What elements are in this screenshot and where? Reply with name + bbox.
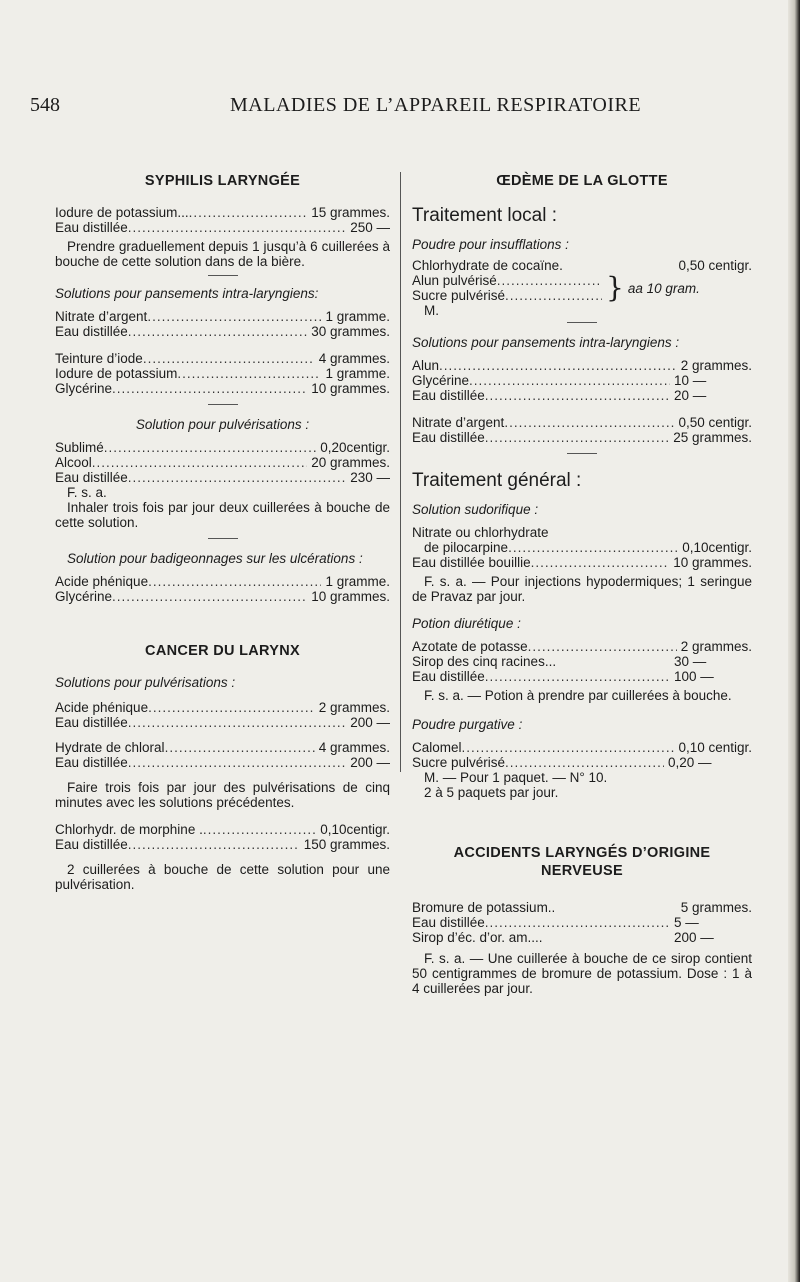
section-title-cancer: CANCER DU LARYNX bbox=[145, 643, 300, 659]
recipe-line: Eau distillée ..... 20 — bbox=[412, 388, 752, 403]
recipe-line: de pilocarpine ..... 0,10centigr. bbox=[412, 540, 752, 555]
instruction-text: F. s. a. — Potion à prendre par cuillerées à bouche. bbox=[424, 688, 732, 703]
recipe-line: Eau distillée ..... 5 — bbox=[412, 915, 752, 930]
recipe-line: Nitrate d’argent ..... 1 gramme. bbox=[55, 309, 390, 324]
recipe-line: Sucre pulvérisé ..... 0,20 — bbox=[412, 755, 752, 770]
recipe-line: Sirop des cinq racines... 30 — bbox=[412, 654, 707, 669]
misce-line: M. bbox=[424, 303, 439, 318]
heading-general: Traitement général : bbox=[412, 470, 582, 491]
subheading: Potion diurétique : bbox=[412, 616, 521, 631]
recipe-line: Acide phénique ..... 1 gramme. bbox=[55, 574, 390, 589]
recipe-line: Sucre pulvérisé ..... bbox=[412, 288, 602, 303]
section-title-oedeme: ŒDÈME DE LA GLOTTE bbox=[496, 173, 668, 189]
recipe-line: Eau distillée ..... 250 — bbox=[55, 220, 390, 235]
recipe-line: Calomel ..... 0,10 centigr. bbox=[412, 740, 752, 755]
recipe-line: Hydrate de chloral ..... 4 grammes. bbox=[55, 740, 390, 755]
recipe-line: Eau distillée ..... 200 — bbox=[55, 715, 390, 730]
recipe-line: Chlorhydrate de cocaïne. 0,50 centigr. bbox=[412, 258, 752, 273]
subheading: Solutions pour pulvérisations : bbox=[55, 675, 236, 690]
recipe-line: Eau distillée ..... 200 — bbox=[55, 755, 390, 770]
recipe-line: Acide phénique ..... 2 grammes. bbox=[55, 700, 390, 715]
rule bbox=[208, 538, 238, 539]
recipe-line: Alun ..... 2 grammes. bbox=[412, 358, 752, 373]
recipe-line: Glycérine ..... 10 grammes. bbox=[55, 381, 390, 396]
instruction-text: F. s. a. — Une cuillerée à bouche de ce sirop contient 50 centigrammes de bromure de potassium. Dose : 1 à 4 cuillerées par jour. bbox=[412, 951, 752, 996]
section-title-accidents: ACCIDENTS LARYNGÉS D’ORIGINE NERVEUSE bbox=[453, 845, 711, 879]
subheading: Poudre purgative : bbox=[412, 717, 523, 732]
recipe-line: Iodure de potassium ..... 1 gramme. bbox=[55, 366, 390, 381]
recipe-line: Teinture d’iode ..... 4 grammes. bbox=[55, 351, 390, 366]
subheading: Solution sudorifique : bbox=[412, 502, 539, 517]
rule bbox=[567, 322, 597, 323]
left-column bbox=[55, 174, 390, 892]
instruction-text: Inhaler trois fois par jour deux cuillerées à bouche de cette solution. bbox=[55, 500, 390, 530]
recipe-line: Iodure de potassium ... ..... 15 grammes. bbox=[55, 205, 390, 220]
instruction-text: F. s. a. — Pour injections hypodermiques; 1 seringue de Pravaz par jour. bbox=[412, 574, 752, 604]
recipe-line: Nitrate ou chlorhydrate bbox=[412, 525, 549, 540]
recipe-line: Eau distillée ..... 150 grammes. bbox=[55, 837, 390, 852]
recipe-line: Sublimé ..... 0,20centigr. bbox=[55, 440, 390, 455]
recipe-line: Alun pulvérisé ..... bbox=[412, 273, 602, 288]
subheading: Solutions pour pansements intra-laryngiens: bbox=[55, 286, 319, 301]
recipe-line: Eau distillée ..... 25 grammes. bbox=[412, 430, 752, 445]
recipe-line: Azotate de potasse ..... 2 grammes. bbox=[412, 639, 752, 654]
instruction-text: Prendre graduellement depuis 1 jusqu’à 6 cuillerées à bouche de cette solution dans de la bière. bbox=[55, 239, 390, 269]
braced-ingredients bbox=[412, 273, 752, 303]
recipe-line: Glycérine ..... 10 grammes. bbox=[55, 589, 390, 604]
brace-symbol: } bbox=[606, 271, 624, 304]
subheading: Solution pour pulvérisations : bbox=[135, 417, 310, 432]
page-number: 548 bbox=[30, 94, 60, 116]
recipe-line: Chlorhydr. de morphine . ..... 0,10centigr. bbox=[55, 822, 390, 837]
page-header bbox=[30, 94, 730, 124]
rule bbox=[208, 404, 238, 405]
rule bbox=[567, 453, 597, 454]
recipe-line: Eau distillée ..... 230 — bbox=[55, 470, 390, 485]
right-column bbox=[412, 174, 752, 996]
heading-local: Traitement local : bbox=[412, 205, 558, 226]
running-title: MALADIES DE L’APPAREIL RESPIRATOIRE bbox=[230, 94, 642, 116]
instruction-text: 2 cuillerées à bouche de cette solution pour une pulvérisation. bbox=[55, 862, 390, 892]
recipe-line: Alcool ..... 20 grammes. bbox=[55, 455, 390, 470]
recipe-line: Eau distillée bouillie ..... 10 grammes. bbox=[412, 555, 752, 570]
recipe-line: Bromure de potassium.. 5 grammes. bbox=[412, 900, 752, 915]
recipe-line: Sirop d’éc. d’or. am.... 200 — bbox=[412, 930, 714, 945]
dosage-line: 2 à 5 paquets par jour. bbox=[424, 785, 559, 800]
subheading: Solution pour badigeonnages sur les ulcérations : bbox=[67, 551, 363, 566]
page-edge-shadow bbox=[788, 0, 800, 1282]
rule bbox=[208, 275, 238, 276]
brace-value: aa 10 gram. bbox=[627, 280, 700, 296]
recipe-line: Nitrate d’argent ..... 0,50 centigr. bbox=[412, 415, 752, 430]
subheading: Solutions pour pansements intra-laryngiens : bbox=[412, 335, 680, 350]
section-title-syphilis: SYPHILIS LARYNGÉE bbox=[144, 173, 301, 189]
recipe-line: Eau distillée ..... 100 — bbox=[412, 669, 752, 684]
recipe-line: Glycérine ..... 10 — bbox=[412, 373, 752, 388]
subheading: Poudre pour insufflations : bbox=[412, 237, 569, 252]
instruction-text: Faire trois fois par jour des pulvérisations de cinq minutes avec les solutions précédentes. bbox=[55, 780, 390, 810]
recipe-line: Eau distillée ..... 30 grammes. bbox=[55, 324, 390, 339]
fsa-line: F. s. a. bbox=[67, 485, 107, 500]
misce-line: M. — Pour 1 paquet. — N° 10. bbox=[424, 770, 608, 785]
column-divider bbox=[400, 172, 401, 772]
